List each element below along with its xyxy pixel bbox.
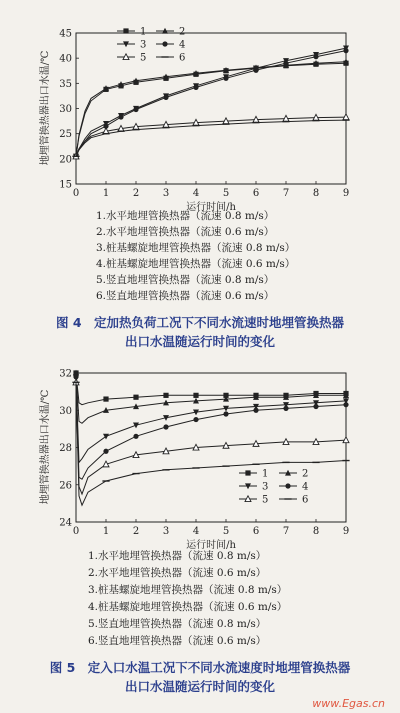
chart-1-note-1: 1.水平地埋管换热器（流速 0.8 m/s） bbox=[96, 210, 275, 222]
chart-1-y-tick-label: 35 bbox=[59, 78, 72, 90]
chart-2-x-tick-label: 3 bbox=[162, 526, 170, 537]
chart-2-series-4-point bbox=[223, 411, 228, 416]
chart-2-series-1-point bbox=[103, 396, 108, 401]
chart-1-notes bbox=[96, 209, 295, 302]
chart-2-y-tick-label: 32 bbox=[59, 368, 72, 380]
chart-2-x-tick-label: 0 bbox=[72, 526, 80, 537]
chart-2-series-1-point bbox=[133, 395, 138, 400]
chart-1-x-tick-label: 2 bbox=[132, 188, 140, 199]
chart-1-series-4-point bbox=[313, 54, 318, 59]
chart-1-legend-label: 2 bbox=[179, 26, 186, 38]
chart-1-series-4-point bbox=[343, 48, 348, 53]
chart-1-y-tick-label: 40 bbox=[59, 53, 72, 65]
chart-1-x-tick-label: 0 bbox=[72, 188, 80, 199]
chart-1-series-4-point bbox=[193, 85, 198, 90]
chart-2-note-6: 6.竖直地埋管换热器（流速 0.6 m/s） bbox=[88, 635, 267, 647]
chart-2-series-3-point bbox=[103, 434, 109, 440]
chart-2-x-tick-label: 4 bbox=[192, 526, 200, 537]
chart-1-caption-line-2: 出口水温随运行时间的变化 bbox=[124, 334, 276, 349]
chart-2-y-tick-label: 26 bbox=[59, 480, 72, 492]
chart-1-series-4-point bbox=[253, 68, 258, 73]
chart-1-note-3: 3.桩基螺旋地埋管换热器（流速 0.8 m/s） bbox=[96, 242, 296, 254]
chart-1-legend bbox=[117, 27, 185, 64]
chart-2-legend bbox=[239, 469, 308, 506]
chart-2-series-4-point bbox=[313, 404, 318, 409]
chart-2-y-axis-label: 地埋管换热器出口水温/℃ bbox=[40, 389, 51, 505]
chart-2-caption-line-2: 出口水温随运行时间的变化 bbox=[124, 679, 276, 694]
chart-1-note-2: 2.水平地埋管换热器（流速 0.6 m/s） bbox=[96, 226, 275, 238]
chart-1-note-6: 6.竖直地埋管换热器（流速 0.6 m/s） bbox=[96, 290, 275, 302]
chart-1-legend-label: 3 bbox=[140, 39, 147, 51]
chart-1-x-tick-label: 9 bbox=[342, 188, 350, 199]
chart-2-y-tick-label: 28 bbox=[59, 443, 72, 454]
chart-2-series-1-point bbox=[163, 393, 168, 398]
chart-2-caption-line-1: 图 5 定入口水温工况下不同水流速度时地埋管换热器 bbox=[49, 660, 351, 675]
chart-1-y-tick-label: 20 bbox=[59, 154, 72, 166]
chart-2-legend-label: 3 bbox=[262, 481, 269, 493]
chart-1-note-4: 4.桩基螺旋地埋管换热器（流速 0.6 m/s） bbox=[96, 258, 296, 270]
chart-2-x-tick-label: 7 bbox=[282, 526, 290, 537]
chart-1-x-tick-label: 4 bbox=[192, 188, 200, 199]
chart-2-note-3: 3.桩基螺旋地埋管换热器（流速 0.8 m/s） bbox=[88, 584, 288, 596]
chart-1-x-tick-label: 5 bbox=[222, 188, 230, 199]
chart-2-x-tick-label: 5 bbox=[222, 526, 230, 537]
chart-1-plot-frame bbox=[76, 33, 346, 184]
chart-2-x-tick-label: 2 bbox=[132, 526, 140, 537]
chart-1-legend-label: 4 bbox=[179, 39, 186, 51]
chart-1-x-tick-label: 8 bbox=[312, 188, 320, 199]
chart-1-y-tick-label: 15 bbox=[59, 179, 72, 191]
chart-1-series-4-line bbox=[76, 51, 346, 157]
chart-1-series-4-point bbox=[133, 107, 138, 112]
chart-2-x-tick-label: 9 bbox=[342, 526, 350, 537]
chart-1-y-axis-label: 地埋管换热器出口水温/℃ bbox=[40, 50, 51, 166]
chart-1-y-tick-label: 25 bbox=[59, 129, 72, 141]
chart-2-x-tick-label: 8 bbox=[312, 526, 320, 537]
chart-1-series-4-point bbox=[223, 76, 228, 81]
chart-1-legend-marker bbox=[162, 41, 167, 46]
chart-2-legend-marker bbox=[285, 483, 290, 488]
chart-2-legend-label: 6 bbox=[302, 494, 309, 506]
chart-1-series-4-point bbox=[283, 61, 288, 66]
chart-1-caption-line-1: 图 4 定加热负荷工况下不同水流速时地埋管换热器 bbox=[55, 315, 345, 330]
chart-2-legend-label: 5 bbox=[262, 494, 269, 506]
chart-2-series-4-point bbox=[193, 417, 198, 422]
chart-1-legend-marker bbox=[123, 28, 128, 33]
chart-2-series-4-point bbox=[253, 408, 258, 413]
chart-1-y-tick-label: 30 bbox=[59, 104, 72, 115]
chart-2-series-4-point bbox=[133, 434, 138, 439]
chart-2-note-2: 2.水平地埋管换热器（流速 0.6 m/s） bbox=[88, 567, 267, 579]
chart-2-x-tick-label: 1 bbox=[102, 526, 110, 537]
chart-2-y-tick-label: 30 bbox=[59, 405, 72, 417]
site-watermark: www.Egas.cn bbox=[312, 697, 385, 710]
chart-1-x-tick-label: 6 bbox=[252, 188, 260, 199]
chart-2 bbox=[38, 369, 350, 552]
chart-1-legend-label: 5 bbox=[140, 52, 147, 64]
chart-1-series-4-point bbox=[163, 95, 168, 100]
chart-1-series-1-line bbox=[76, 63, 346, 156]
chart-2-series-4-point bbox=[163, 424, 168, 429]
chart-1-x-axis-label: 运行时间/h bbox=[186, 202, 236, 213]
chart-1-y-tick-label: 45 bbox=[59, 28, 72, 40]
chart-2-legend-marker bbox=[245, 470, 250, 475]
chart-2-legend-label: 2 bbox=[302, 468, 309, 480]
chart-2-series-1-point bbox=[193, 393, 198, 398]
chart-2-note-5: 5.竖直地埋管换热器（流速 0.8 m/s） bbox=[88, 618, 267, 630]
chart-2-x-axis-label: 运行时间/h bbox=[186, 540, 236, 551]
chart-1-x-tick-label: 7 bbox=[282, 188, 290, 199]
chart-1-legend-label: 1 bbox=[140, 26, 147, 38]
chart-2-x-tick-label: 6 bbox=[252, 526, 260, 537]
chart-1-series-2-line bbox=[76, 62, 346, 157]
chart-1-series-4-point bbox=[118, 114, 123, 119]
chart-1-series-6-line bbox=[76, 120, 346, 156]
chart-2-legend-label: 4 bbox=[302, 481, 309, 493]
chart-2-note-1: 1.水平地埋管换热器（流速 0.8 m/s） bbox=[88, 550, 267, 562]
chart-2-y-tick-label: 24 bbox=[59, 517, 72, 529]
chart-2-notes bbox=[88, 549, 287, 647]
chart-1 bbox=[38, 27, 350, 214]
chart-2-note-4: 4.桩基螺旋地埋管换热器（流速 0.6 m/s） bbox=[88, 601, 288, 613]
chart-1-note-5: 5.竖直地埋管换热器（流速 0.8 m/s） bbox=[96, 274, 275, 286]
chart-2-series-4-point bbox=[103, 449, 108, 454]
chart-2-series-4-point bbox=[283, 406, 288, 411]
chart-2-series-4-point bbox=[343, 402, 348, 407]
chart-1-x-tick-label: 1 bbox=[102, 188, 110, 199]
chart-2-series-4-line bbox=[76, 377, 346, 480]
chart-2-legend-label: 1 bbox=[262, 468, 269, 480]
chart-1-x-tick-label: 3 bbox=[162, 188, 170, 199]
chart-2-series-3-line bbox=[76, 377, 346, 463]
chart-1-series-5-line bbox=[76, 117, 346, 156]
chart-1-legend-label: 6 bbox=[179, 52, 186, 64]
